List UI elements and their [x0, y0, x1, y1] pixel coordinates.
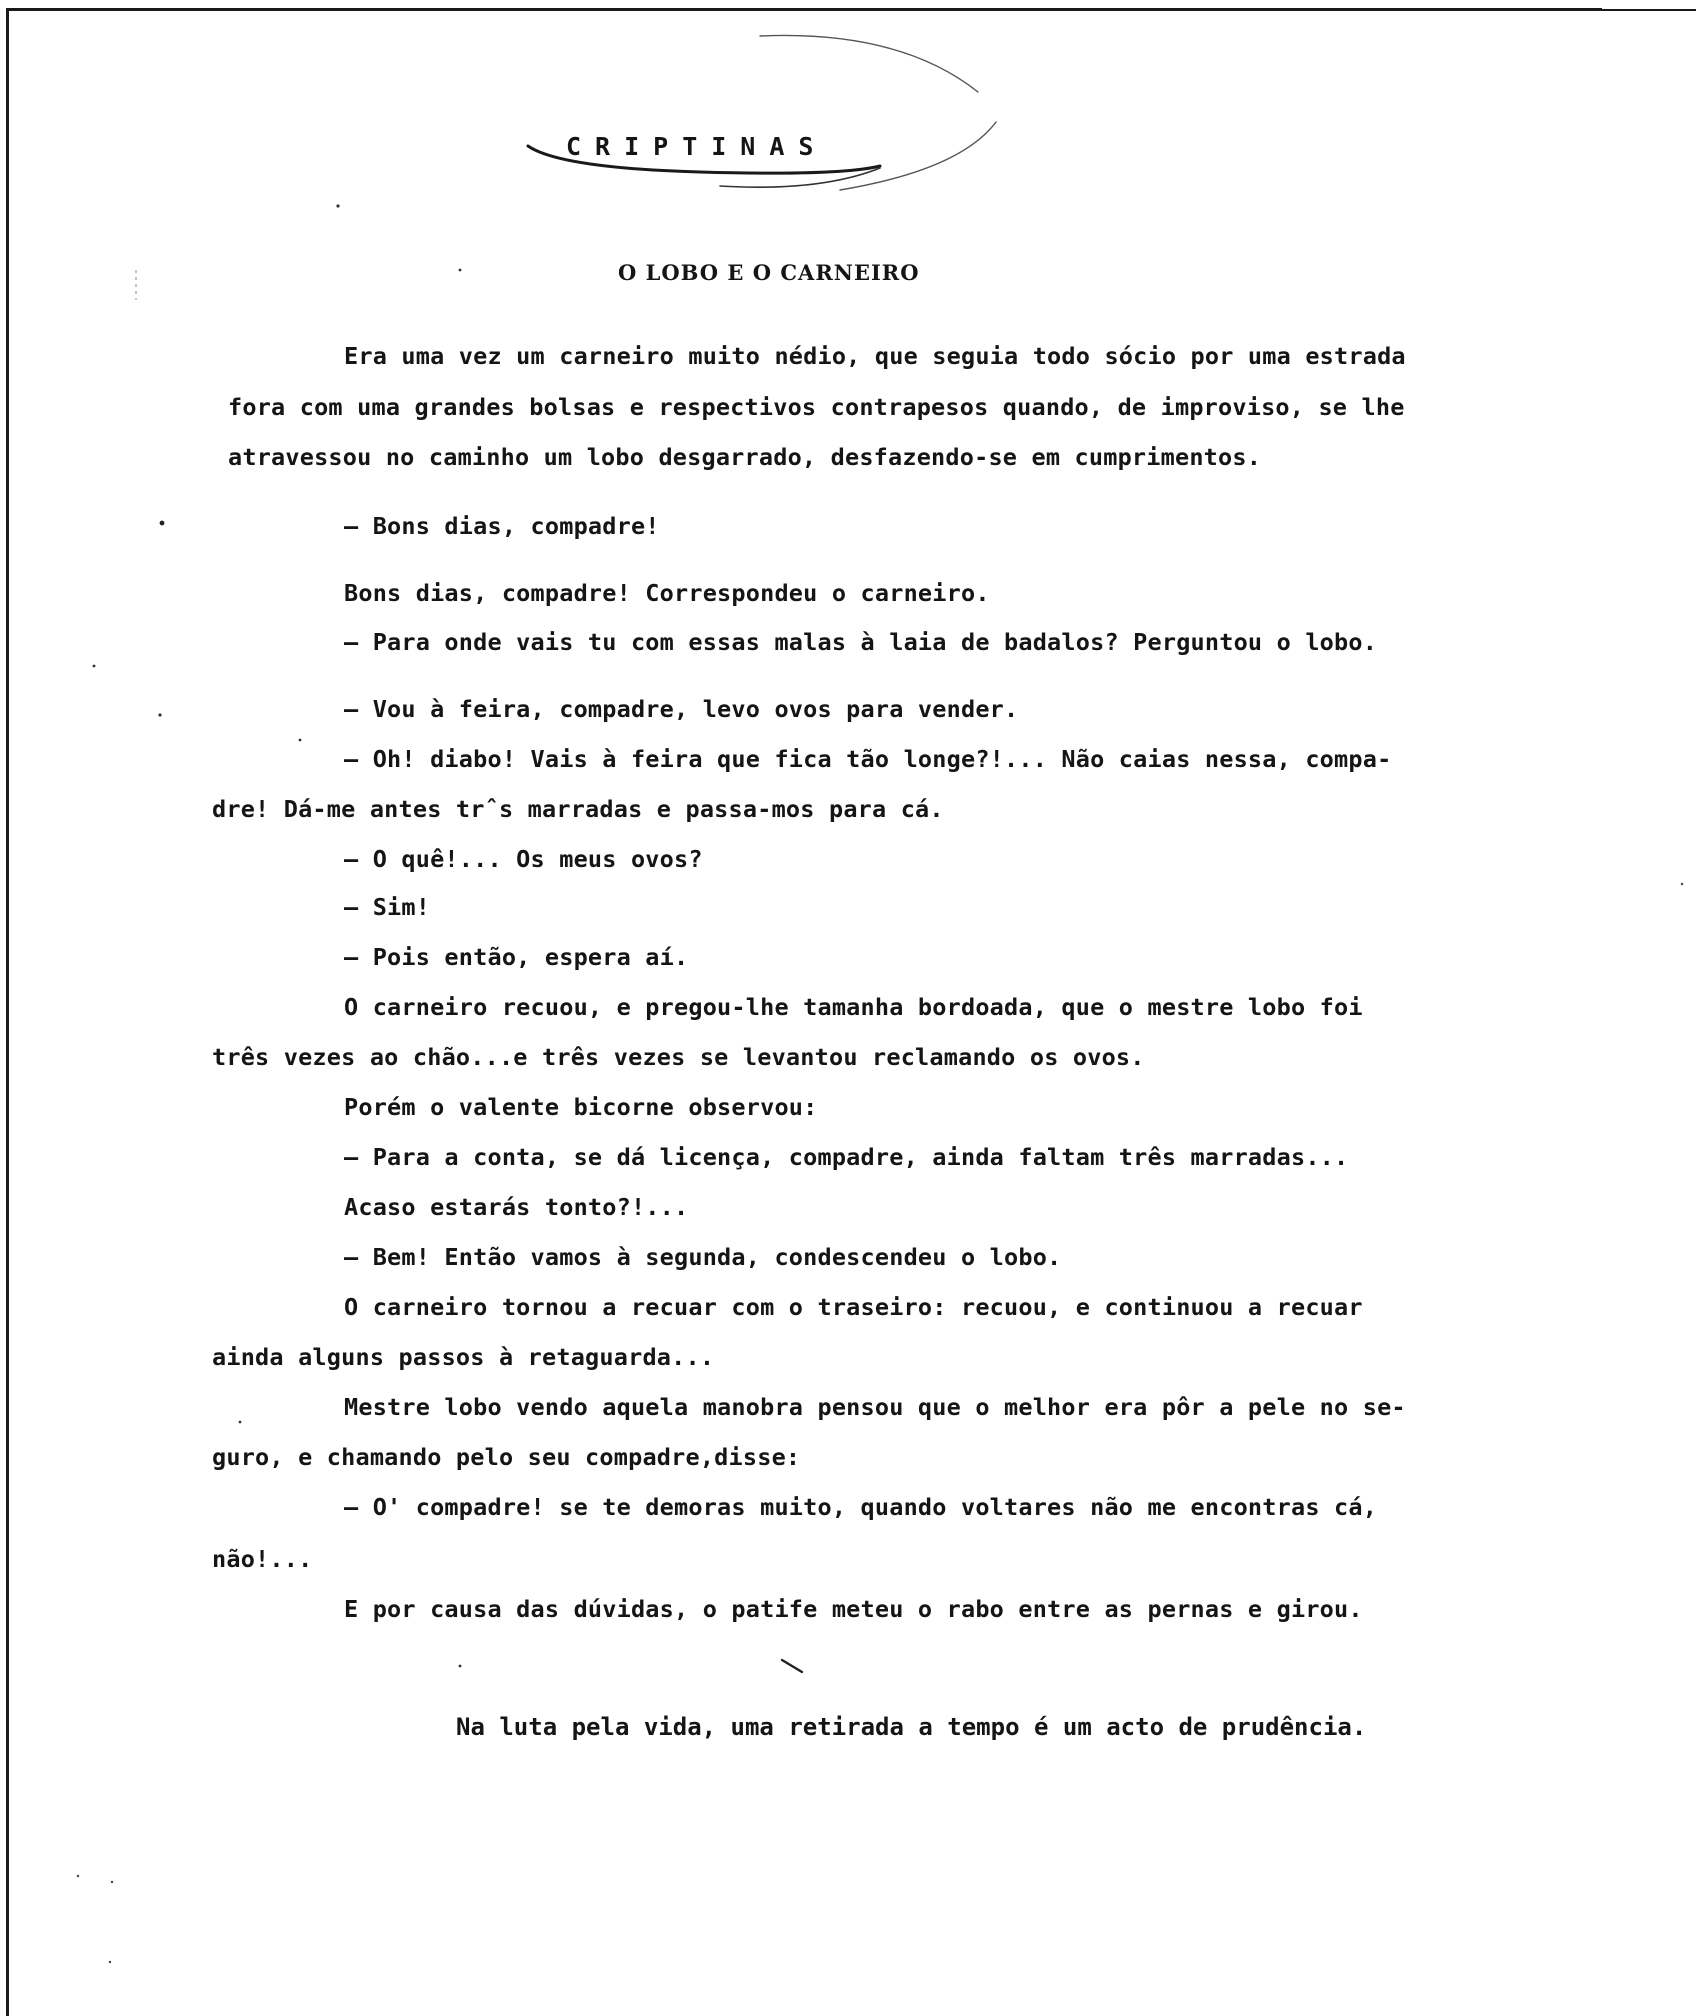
text-line: Mestre lobo vendo aquela manobra pensou que o melhor era pôr a pele no se-	[344, 1393, 1406, 1421]
speck	[160, 521, 165, 526]
text-line: não!...	[212, 1545, 313, 1573]
text-line: Bons dias, compadre! Correspondeu o carneiro.	[344, 579, 990, 607]
text-line: E por causa das dúvidas, o patife meteu o rabo entre as pernas e girou.	[344, 1595, 1363, 1623]
speck	[459, 269, 462, 272]
text-line: – Oh! diabo! Vais à feira que fica tão longe?!... Não caias nessa, compa-	[344, 745, 1392, 773]
text-line: – Pois então, espera aí.	[344, 943, 689, 971]
speck	[336, 204, 339, 207]
text-line: fora com uma grandes bolsas e respectivos contrapesos quando, de improviso, se lhe	[228, 393, 1405, 421]
page-header: CRIPTINAS	[566, 132, 828, 161]
text-line: – Bons dias, compadre!	[344, 512, 660, 540]
text-line: três vezes ao chão...e três vezes se levantou reclamando os ovos.	[212, 1043, 1145, 1071]
text-line: Era uma vez um carneiro muito nédio, que seguia todo sócio por uma estrada	[344, 342, 1406, 370]
text-line: – Bem! Então vamos à segunda, condescendeu o lobo.	[344, 1243, 1062, 1271]
text-line: – Para a conta, se dá licença, compadre, ainda faltam três marradas...	[344, 1143, 1349, 1171]
text-line: guro, e chamando pelo seu compadre,disse:	[212, 1443, 801, 1471]
speck	[77, 1875, 79, 1877]
speck	[109, 1961, 111, 1963]
text-line: – O' compadre! se te demoras muito, quando voltares não me encontras cá,	[344, 1493, 1378, 1521]
text-line: atravessou no caminho um lobo desgarrado, desfazendo-se em cumprimentos.	[228, 443, 1262, 471]
text-line: Porém o valente bicorne observou:	[344, 1093, 818, 1121]
speck	[111, 1881, 113, 1883]
story-title: O LOBO E O CARNEIRO	[618, 260, 920, 285]
speck	[299, 739, 302, 742]
flourish-arc-lower	[840, 122, 996, 190]
text-line: – O quê!... Os meus ovos?	[344, 845, 703, 873]
text-line: dre! Dá-me antes trˆs marradas e passa-mos para cá.	[212, 795, 944, 823]
text-line: – Vou à feira, compadre, levo ovos para vender.	[344, 695, 1019, 723]
text-line: Acaso estarás tonto?!...	[344, 1193, 689, 1221]
speck	[158, 713, 161, 716]
text-line: ainda alguns passos à retaguarda...	[212, 1343, 715, 1371]
dash-mark	[782, 1660, 802, 1672]
text-line: O carneiro tornou a recuar com o traseiro: recuou, e continuou a recuar	[344, 1293, 1363, 1321]
speck	[459, 1665, 462, 1668]
flourish-arc	[760, 35, 978, 92]
text-line: O carneiro recuou, e pregou-lhe tamanha bordoada, que o mestre lobo foi	[344, 993, 1363, 1021]
text-line: – Sim!	[344, 893, 431, 921]
speck	[1681, 883, 1683, 885]
speck	[93, 665, 96, 668]
story-moral: Na luta pela vida, uma retirada a tempo é um acto de prudência.	[456, 1713, 1367, 1741]
text-line: – Para onde vais tu com essas malas à laia de badalos? Perguntou o lobo.	[344, 628, 1378, 656]
speck	[239, 1421, 242, 1424]
